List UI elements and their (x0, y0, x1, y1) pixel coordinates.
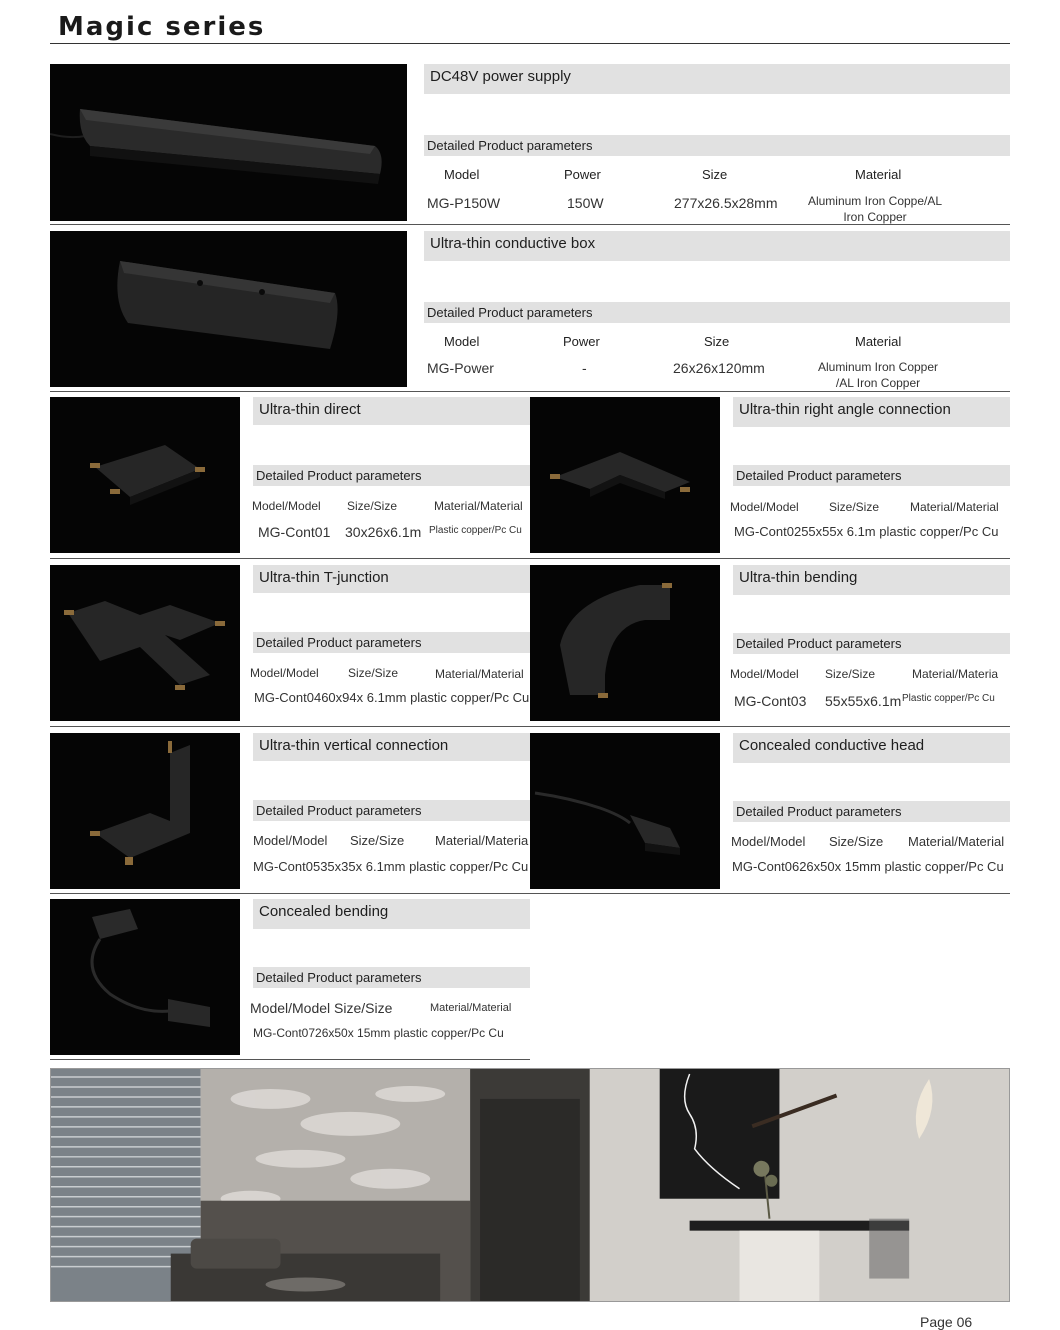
value-line: MG-Cont0726x50x 15mm plastic copper/Pc Cu (253, 1026, 504, 1040)
header-power: Power (564, 167, 601, 182)
header-size: Size/Size (825, 667, 876, 681)
power-supply-photo (50, 64, 407, 221)
bending-name: Ultra-thin bending (733, 565, 1010, 595)
right-angle-photo (530, 397, 720, 553)
header-material: Material/Material (908, 834, 1005, 849)
header-size: Size (704, 334, 730, 349)
header-material: Material/Materia (912, 667, 999, 681)
header-model-size: Model/Model Size/Size (250, 1000, 393, 1016)
t-junction-params-label: Detailed Product parameters (253, 632, 530, 653)
page-number: Page 06 (920, 1314, 973, 1330)
header-size: Size/Size (347, 499, 398, 513)
power-supply-name: DC48V power supply (424, 64, 1010, 94)
header-model: Model/Model (730, 667, 799, 681)
header-model: Model (444, 334, 480, 349)
material-value-line2: Iron Copper (843, 210, 907, 224)
concealed-bending-params-label: Detailed Product parameters (253, 967, 530, 988)
header-model: Model/Model (252, 499, 321, 513)
size-value: 26x26x120mm (673, 360, 765, 376)
header-size: Size/Size (829, 500, 880, 514)
concealed-bending-name: Concealed bending (253, 899, 530, 929)
value-line: MG-Cont0460x94x 6.1mm plastic copper/Pc Cu (254, 690, 530, 705)
size-value: 277x26.5x28mm (674, 195, 778, 211)
model-value: MG-P150W (427, 195, 501, 211)
row-divider (50, 893, 1010, 894)
size-value: 55x55x6.1m (825, 693, 902, 709)
header-model: Model/Model (253, 833, 328, 848)
right-angle-name: Ultra-thin right angle connection (733, 397, 1010, 427)
vertical-params-label: Detailed Product parameters (253, 800, 530, 821)
header-model: Model (444, 167, 480, 182)
power-value: 150W (567, 195, 604, 211)
conductive-head-name: Concealed conductive head (733, 733, 1010, 763)
material-value-line2: /AL Iron Copper (835, 376, 921, 390)
size-value: 30x26x6.1m (345, 524, 422, 540)
value-line: MG-Cont0626x50x 15mm plastic copper/Pc Cu (732, 859, 1004, 874)
concealed-bending-photo (50, 899, 240, 1055)
material-value: Plastic copper/Pc Cu (902, 693, 995, 704)
header-size: Size/Size (350, 833, 405, 848)
t-junction-name: Ultra-thin T-junction (253, 565, 530, 593)
header-model: Model/Model (731, 834, 806, 849)
model-value: MG-Cont01 (258, 524, 331, 540)
header-material: Material (855, 334, 902, 349)
conductive-box-name: Ultra-thin conductive box (424, 231, 1010, 261)
header-material: Material/Material (435, 667, 524, 681)
model-value: MG-Power (427, 360, 494, 376)
right-angle-params-label: Detailed Product parameters (733, 465, 1010, 486)
row-divider (50, 726, 1010, 727)
model-value: MG-Cont03 (734, 693, 807, 709)
interior-scene-photo (50, 1068, 1010, 1302)
conductive-box-params-label: Detailed Product parameters (424, 302, 1010, 323)
conductive-head-params-label: Detailed Product parameters (733, 801, 1010, 822)
row-divider (50, 224, 1010, 225)
header-power: Power (563, 334, 600, 349)
t-junction-photo (50, 565, 240, 721)
vertical-photo (50, 733, 240, 889)
material-value: Aluminum Iron Copper (817, 360, 939, 374)
bending-params-label: Detailed Product parameters (733, 633, 1010, 654)
header-material: Material/Material (430, 1002, 512, 1014)
header-size: Size (702, 167, 728, 182)
header-model: Model/Model (730, 500, 799, 514)
bending-photo (530, 565, 720, 721)
title-divider (50, 43, 1010, 44)
header-material: Material/Material (434, 499, 523, 513)
row-divider (50, 391, 1010, 392)
material-value: Aluminum Iron Coppe/AL (807, 194, 943, 208)
row-divider (50, 558, 1010, 559)
header-material: Material (855, 167, 902, 182)
direct-name: Ultra-thin direct (253, 397, 530, 425)
value-line: MG-Cont0535x35x 6.1mm plastic copper/Pc Cu (253, 859, 529, 874)
header-material: Material/Material (910, 500, 999, 514)
conductive-head-photo (530, 733, 720, 889)
header-size: Size/Size (348, 666, 399, 680)
power-supply-params-label: Detailed Product parameters (424, 135, 1010, 156)
page-title: Magic series (58, 12, 266, 42)
direct-params-label: Detailed Product parameters (253, 465, 530, 486)
row-divider (50, 1059, 530, 1060)
header-size: Size/Size (829, 834, 884, 849)
power-value: - (582, 360, 587, 376)
header-model: Model/Model (250, 666, 319, 680)
vertical-name: Ultra-thin vertical connection (253, 733, 530, 761)
material-value: Plastic copper/Pc Cu (429, 525, 522, 536)
direct-photo (50, 397, 240, 553)
header-material: Material/Materia (435, 833, 529, 848)
value-line: MG-Cont0255x55x 6.1m plastic copper/Pc Cu (734, 524, 999, 539)
conductive-box-photo (50, 231, 407, 387)
